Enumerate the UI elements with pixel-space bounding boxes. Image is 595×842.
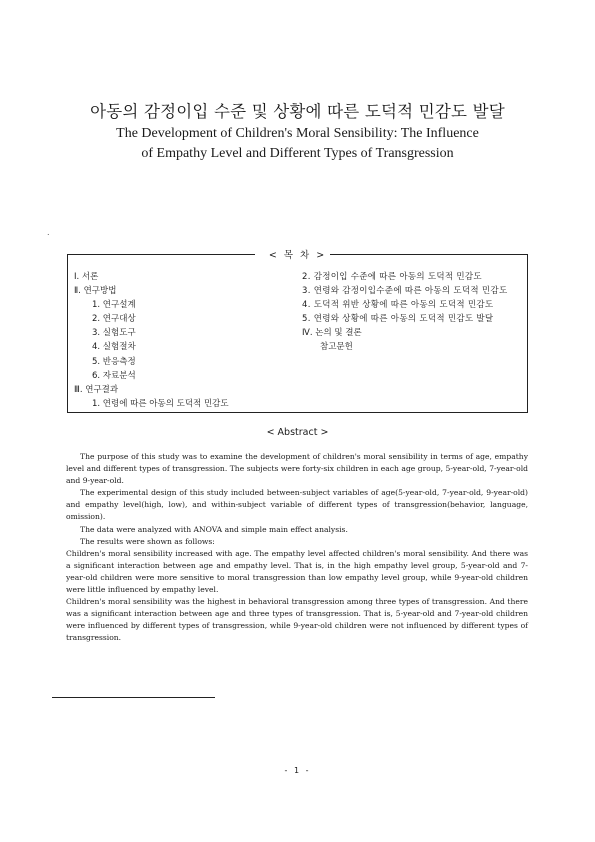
- page-number: - 1 -: [284, 766, 311, 775]
- toc-left-column: [74, 270, 289, 411]
- toc-item: 3. 연령와 감정이입수준에 따른 아동의 도덕적 민감도: [302, 286, 508, 297]
- korean-title: 아동의 감정이입 수준 및 상황에 따른 도덕적 민감도 발달: [90, 102, 505, 121]
- toc-item: 4. 실험절차: [92, 342, 136, 353]
- toc-item: 2. 연구대상: [92, 314, 136, 325]
- toc-item: 1. 연령에 따른 아동의 도덕적 민감도: [92, 398, 229, 409]
- toc-heading: < 목 차 >: [268, 250, 327, 261]
- stray-mark: .: [47, 228, 50, 237]
- footnote-rule: [52, 697, 215, 698]
- abstract-paragraph: The data were analyzed with ANOVA and simple main effect analysis.: [80, 524, 348, 534]
- abstract-body: [66, 451, 528, 645]
- toc-right-column: [302, 270, 522, 355]
- toc-item: 참고문헌: [320, 342, 353, 353]
- english-title-line-1: The Development of Children's Moral Sensibility: The Influence: [116, 126, 479, 141]
- toc-item: Ⅳ. 논의 및 결론: [302, 328, 362, 339]
- toc-item: 6. 자료분석: [92, 370, 136, 381]
- abstract-paragraph: The purpose of this study was to examine the development of children's moral sensibility in terms of age, empathy level and different types of transgression. The subjects were forty-six children in each age group, 5-year-old, 7-year-old and 9-year-old.: [66, 452, 528, 486]
- toc-item: 5. 연령와 상황에 따른 아동의 도덕적 민감도 발달: [302, 314, 494, 325]
- toc-item: 4. 도덕적 위반 상황에 따른 아동의 도덕적 민감도: [302, 300, 494, 311]
- toc-item: 5. 반응측정: [92, 356, 136, 367]
- toc-item: 3. 실험도구: [92, 328, 136, 339]
- toc-item: 1. 연구설계: [92, 300, 136, 311]
- abstract-paragraph: Children's moral sensibility increased with age. The empathy level affected children's moral sensibility. And there was a significant interaction between age and empathy level. That is, in the high empathy level group, 5-year-old and 7-year-old children were more sensitive to moral transgression than low empathy level group, while 9-year-old children were little influenced by empathy level.: [66, 548, 528, 595]
- toc-item: Ⅲ. 연구결과: [74, 384, 119, 395]
- toc-item: 2. 감정이입 수준에 따른 아동의 도덕적 민감도: [302, 272, 482, 282]
- abstract-heading: < Abstract >: [266, 427, 329, 438]
- toc-item: Ⅰ. 서론: [74, 272, 99, 282]
- toc-item: Ⅱ. 연구방법: [74, 286, 117, 297]
- abstract-paragraph: Children's moral sensibility was the highest in behavioral transgression among three types of transgression. And there was a significant interaction between age and three types of transgression. That is, 5-year-old and 7-year-old children were influenced by different types of transgression, while 9-year-old children were not influenced by different types of transgression.: [66, 597, 528, 643]
- abstract-paragraph: The results were shown as follows:: [80, 536, 215, 546]
- abstract-paragraph: The experimental design of this study included between-subject variables of age(5-year-old, 7-year-old, 9-year-old) and empathy level(high, low), and within-subject variable of different types of transgression(behavior, language, omission).: [66, 488, 528, 522]
- toc-box: [67, 250, 528, 413]
- english-title-line-2: of Empathy Level and Different Types of Transgression: [141, 146, 454, 161]
